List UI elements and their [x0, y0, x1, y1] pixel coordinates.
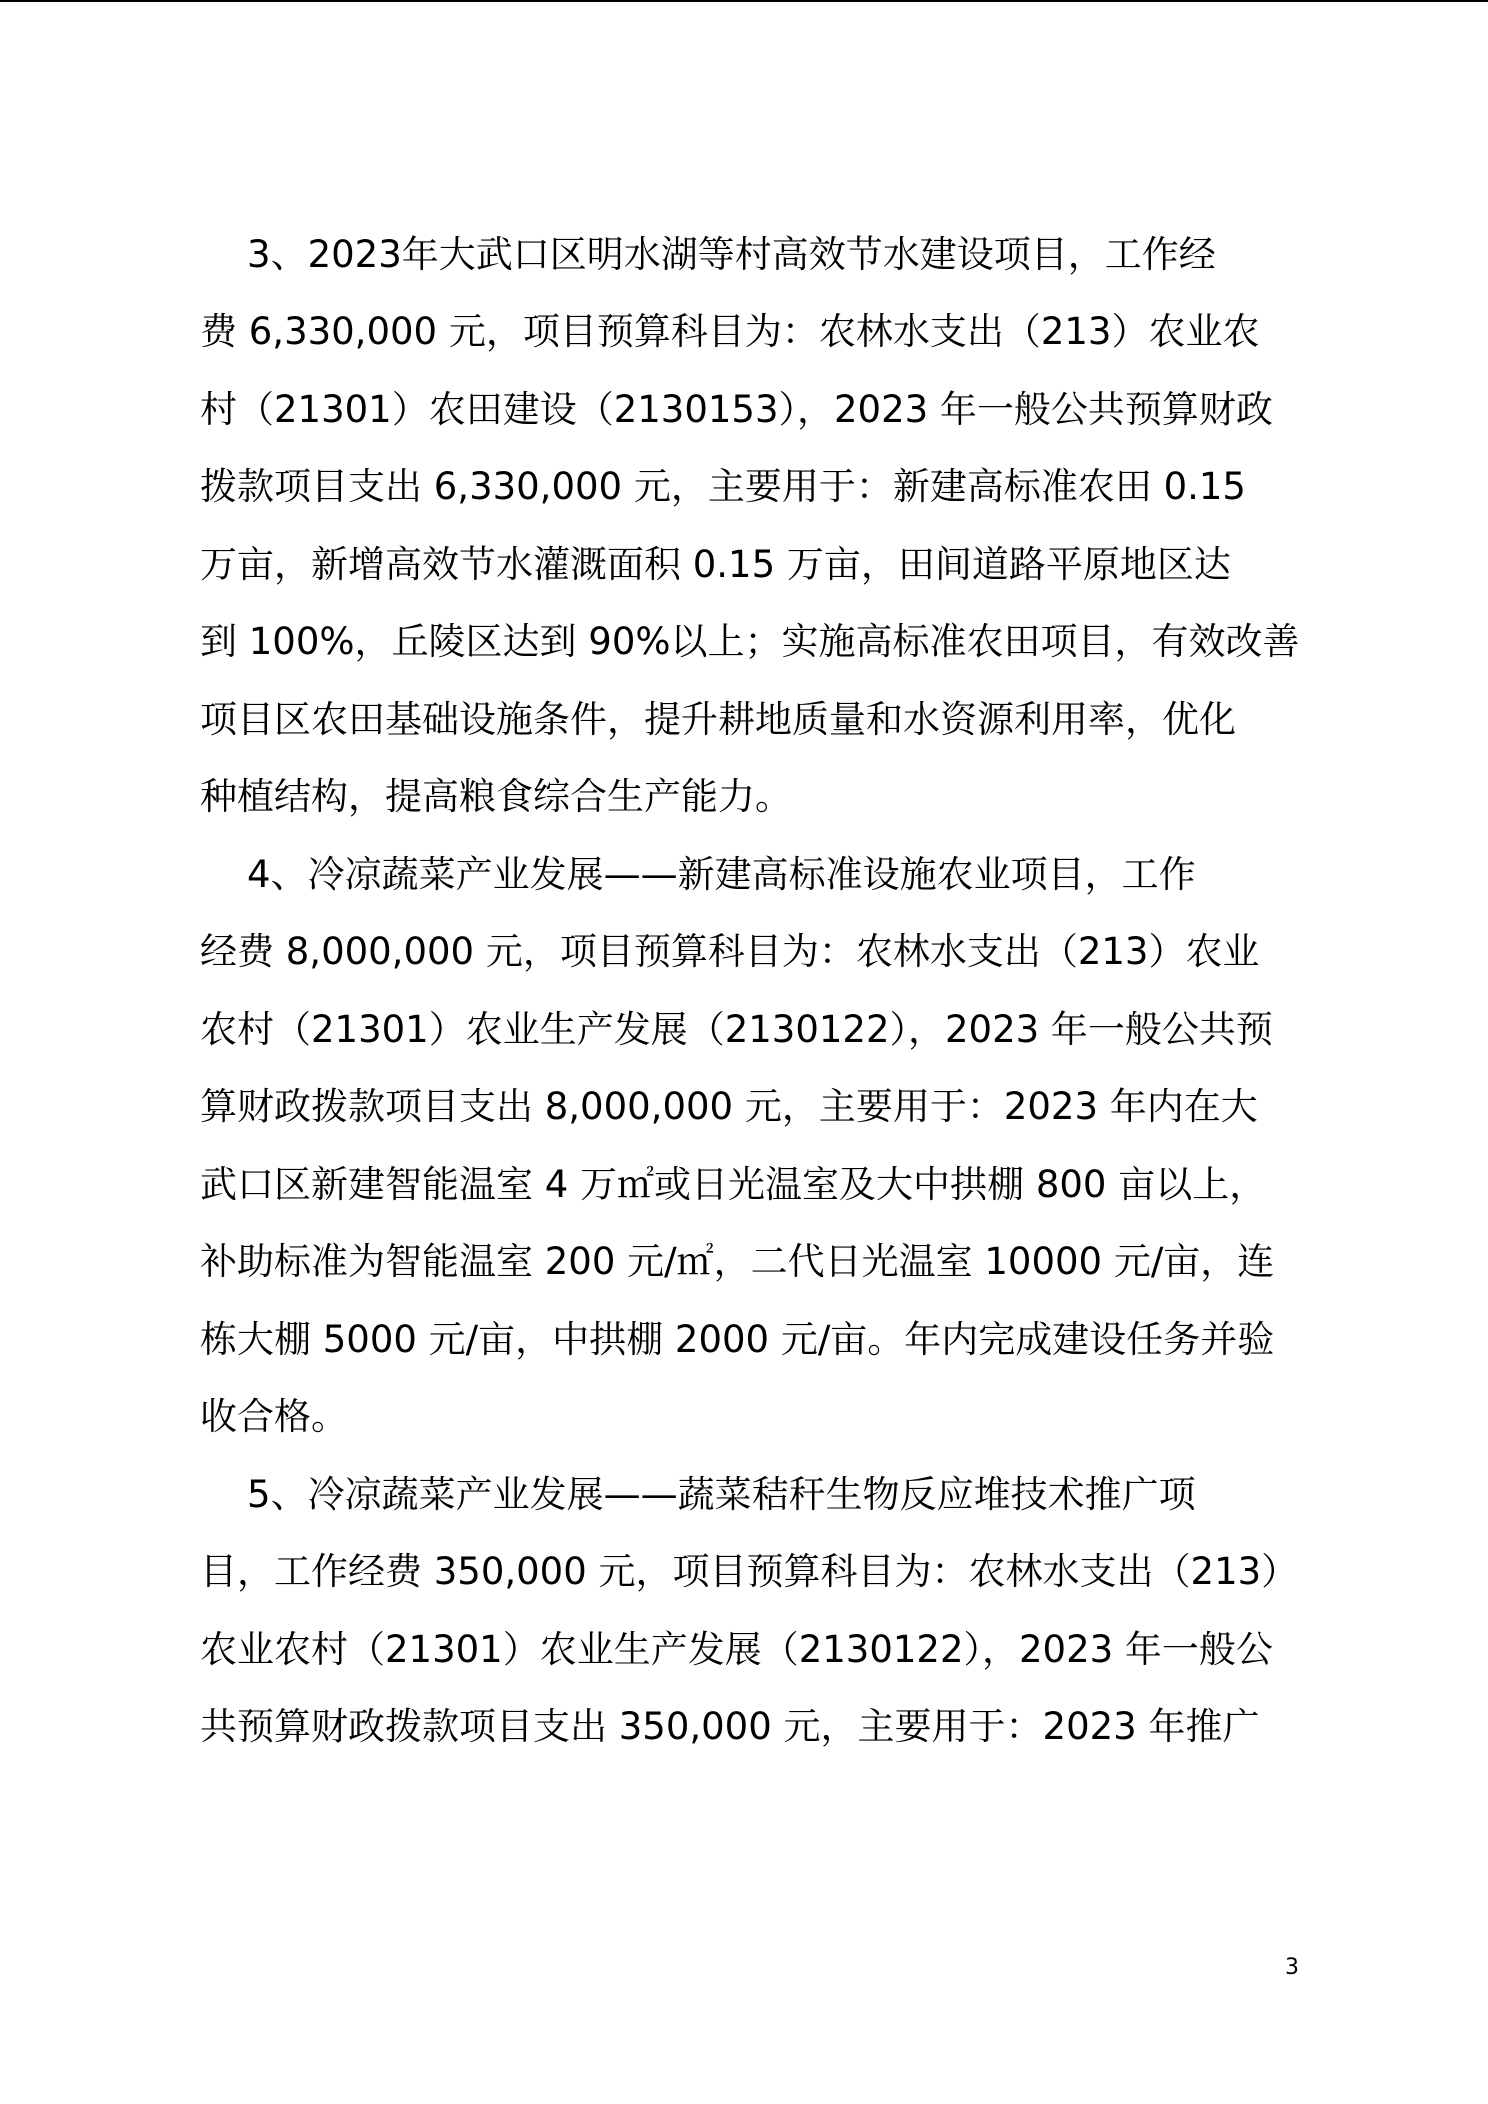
text-line: 费 6,330,000 元，项目预算科目为：农林水支出（213）农业农: [200, 310, 1260, 353]
text-line: 万亩，新增高效节水灌溉面积 0.15 万亩，田间道路平原地区达: [200, 543, 1231, 586]
text-line: 补助标准为智能温室 200 元/㎡，二代日光温室 10000 元/亩，连: [200, 1240, 1275, 1283]
text-line: 5、冷凉蔬菜产业发展——蔬菜秸秆生物反应堆技术推广项: [200, 1473, 1196, 1516]
text-line: 到 100%，丘陵区达到 90%以上；实施高标准农田项目，有效改善: [200, 620, 1300, 663]
text-line: 共预算财政拨款项目支出 350,000 元，主要用于：2023 年推广: [200, 1705, 1260, 1748]
text-line: 拨款项目支出 6,330,000 元，主要用于：新建高标准农田 0.15: [200, 465, 1246, 508]
text-line: 农业农村（21301）农业生产发展（2130122），2023 年一般公: [200, 1628, 1273, 1671]
text-line: 武口区新建智能温室 4 万㎡或日光温室及大中拱棚 800 亩以上，: [200, 1163, 1267, 1206]
text-line: 算财政拨款项目支出 8,000,000 元，主要用于：2023 年内在大: [200, 1085, 1258, 1128]
top-border-rule: [0, 0, 1488, 2]
text-line: 3、2023年大武口区明水湖等村高效节水建设项目，工作经: [200, 233, 1216, 276]
text-line: 经费 8,000,000 元，项目预算科目为：农林水支出（213）农业: [200, 930, 1260, 973]
text-line: 村（21301）农田建设（2130153），2023 年一般公共预算财政: [200, 388, 1273, 431]
text-line: 4、冷凉蔬菜产业发展——新建高标准设施农业项目，工作: [200, 853, 1196, 896]
text-line: 栋大棚 5000 元/亩，中拱棚 2000 元/亩。年内完成建设任务并验: [200, 1318, 1275, 1361]
page-number: 3: [1285, 1955, 1299, 1980]
text-line: 项目区农田基础设施条件，提升耕地质量和水资源利用率，优化: [200, 698, 1236, 741]
text-line: 目，工作经费 350,000 元，项目预算科目为：农林水支出（213）: [200, 1550, 1299, 1593]
text-line: 收合格。: [200, 1395, 348, 1438]
text-line: 种植结构，提高粮食综合生产能力。: [200, 775, 792, 818]
text-line: 农村（21301）农业生产发展（2130122），2023 年一般公共预: [200, 1008, 1273, 1051]
